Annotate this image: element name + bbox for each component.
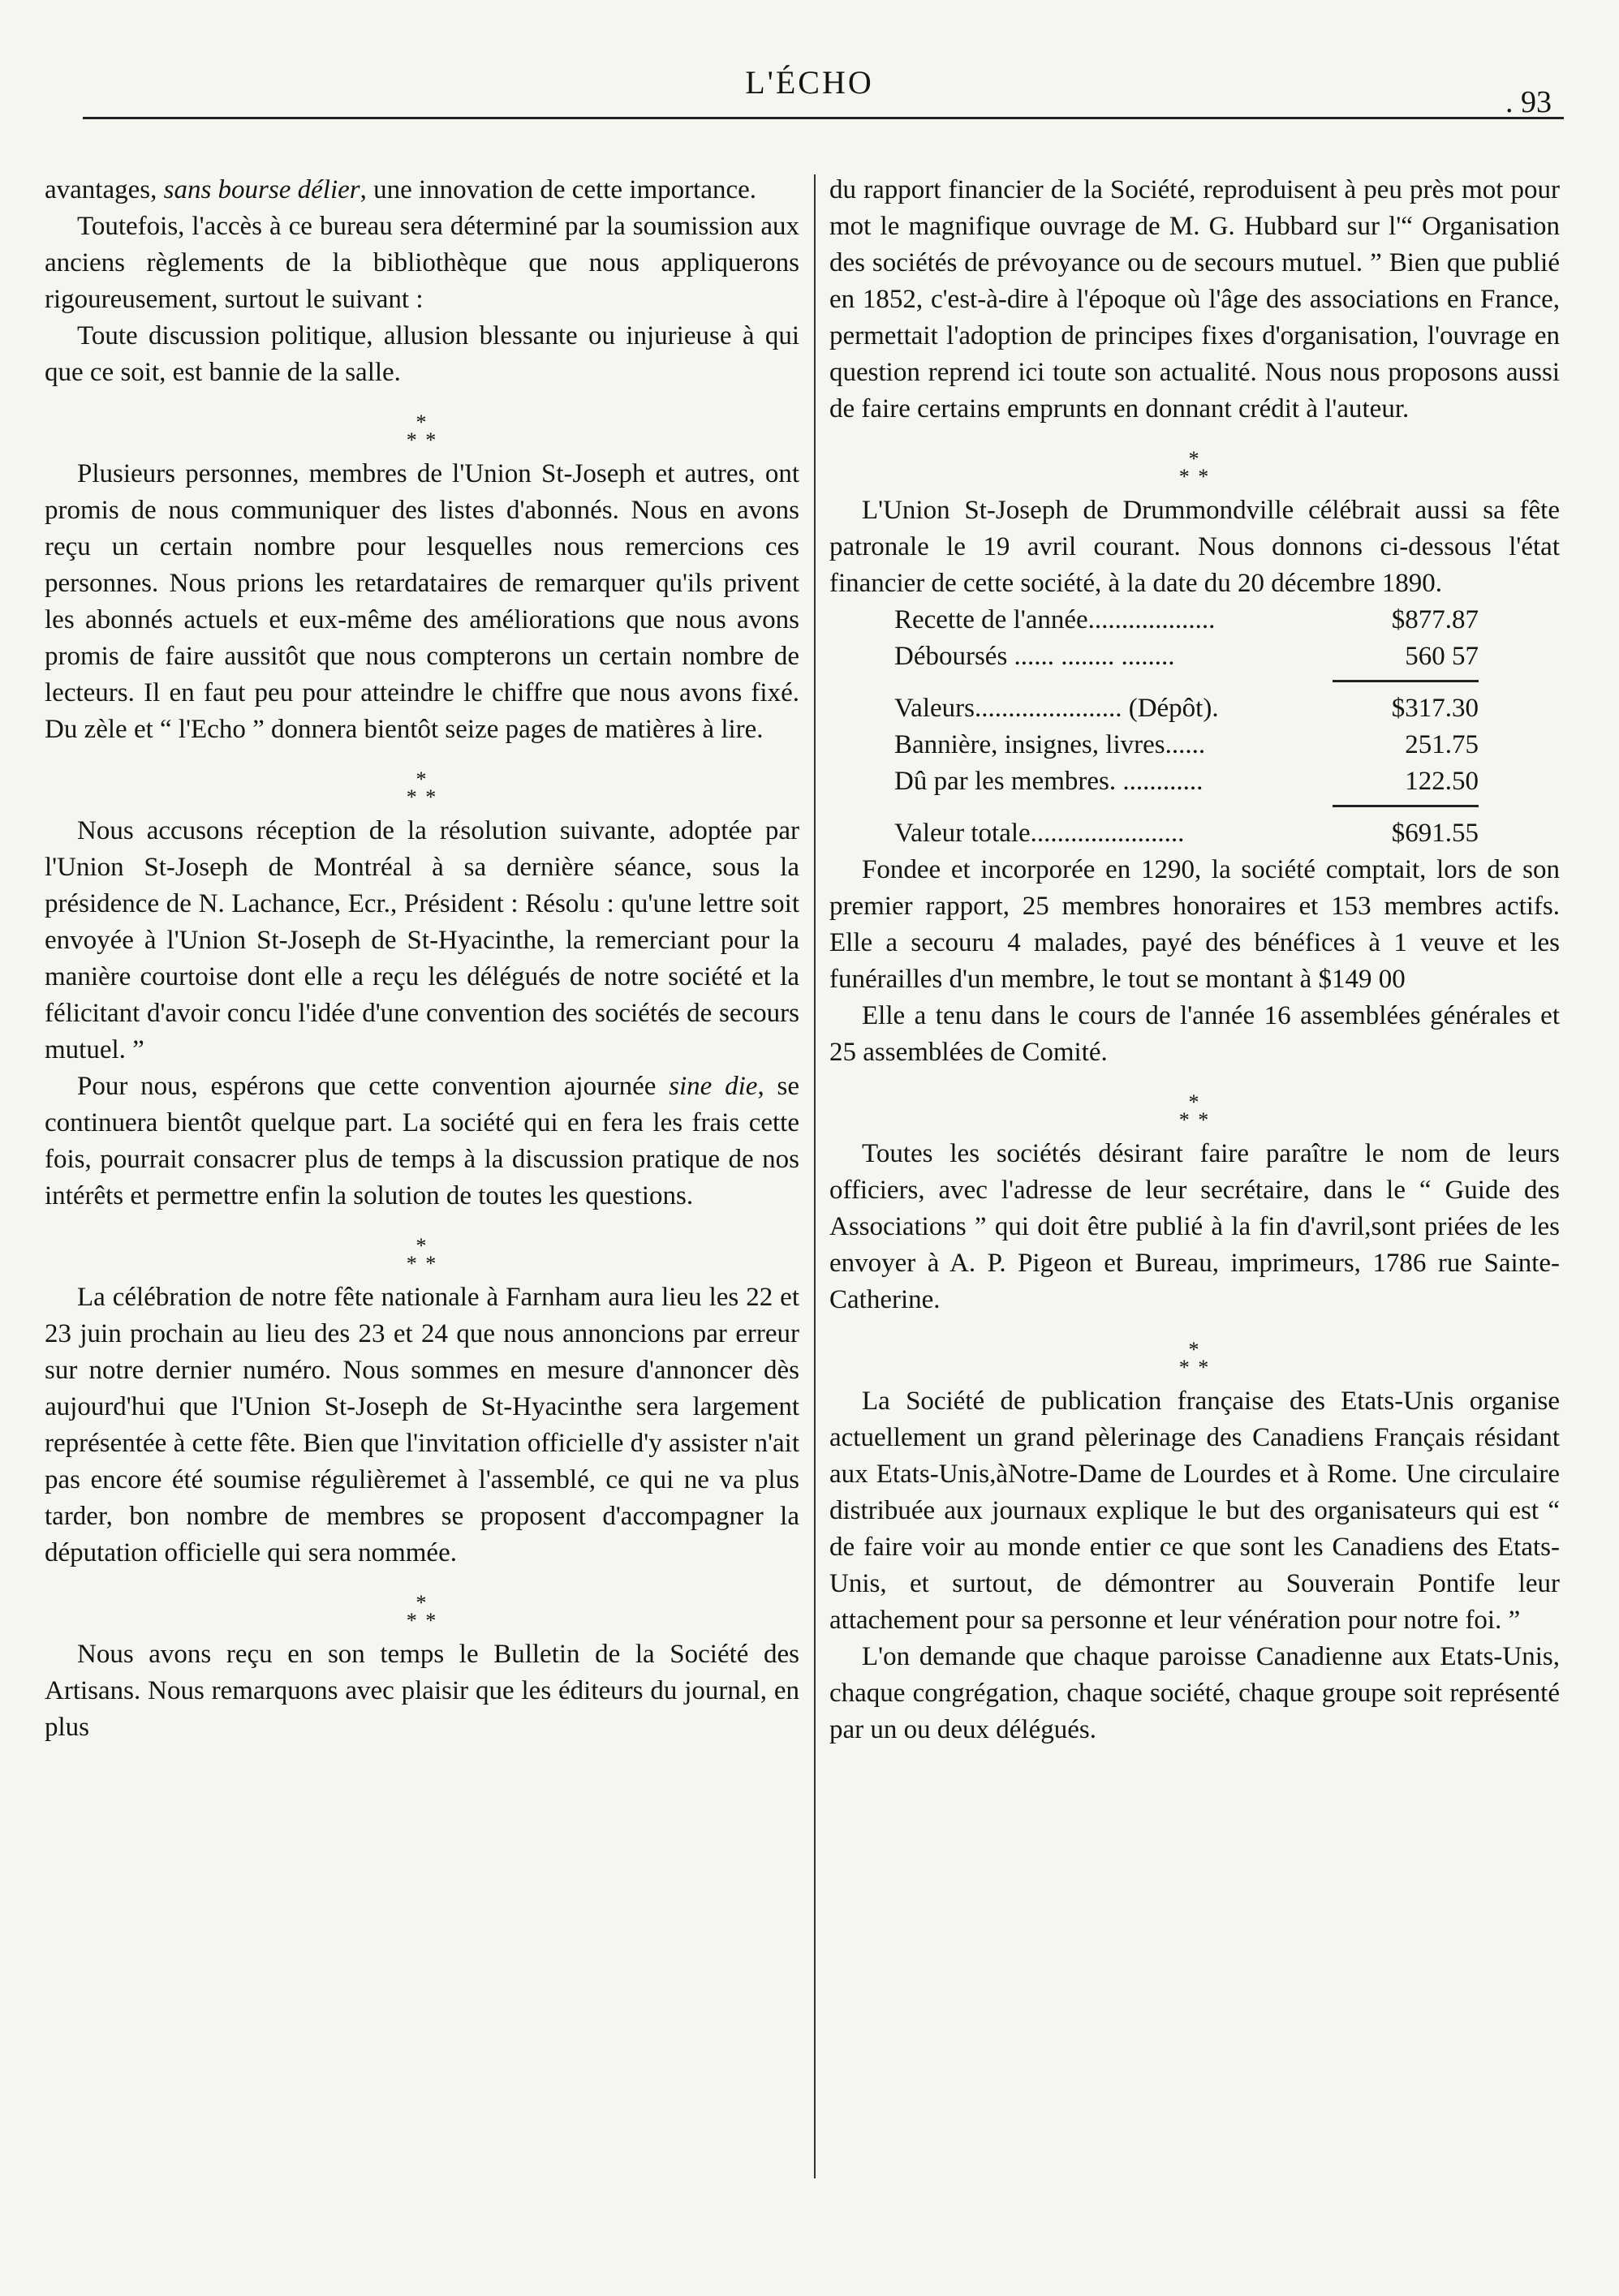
finance-row: Valeurs...................... (Dépôt). $317.30 xyxy=(894,694,1479,723)
paragraph: Nous accusons réception de la résolution suivante, adoptée par l'Union St-Joseph de Montréal à sa dernière séance, sous la présidence de N. Lachance, Ecr., Président : Résolu : qu'une lettre soit envoyée à l'Union St-Joseph de St-Hyacinthe, la remerciant pour la manière courtoise dont elle a reçu les délégués de notre société et la félicitant d'avoir concu l'idée d'une convention des sociétés de secours mutuel. ” xyxy=(45,816,799,1064)
asterism-divider: * * * xyxy=(1178,1338,1211,1379)
finance-row: Bannière, insignes, livres...... 251.75 xyxy=(894,730,1479,759)
asterism-divider: * * * xyxy=(1178,447,1211,488)
header-rule xyxy=(83,117,1564,119)
paragraph: Toute discussion politique, allusion blessante ou injurieuse à qui que ce soit, est bannie de la salle. xyxy=(45,321,799,387)
paragraph: L'Union St-Joseph de Drummondville célébrait aussi sa fête patronale le 19 avril courant. Nous donnons ci-dessous l'état financier de cette société, à la date du 20 décembre 1890. xyxy=(829,496,1560,598)
left-column xyxy=(45,172,799,1746)
paragraph: Fondee et incorporée en 1290, la société comptait, lors de son premier rapport, 25 membres honoraires et 153 membres actifs. Elle a secouru 4 malades, payé des bénéfices à 1 veuve et les funérailles d'un membre, le tout se montant à $149 00 xyxy=(829,855,1560,994)
sum-rule xyxy=(1333,805,1479,807)
financial-statement xyxy=(894,602,1479,852)
paragraph: La Société de publication française des Etats-Unis organise actuellement un grand pèlerinage des Canadiens Français résidant aux Etats-Unis,àNotre-Dame de Lourdes et à Rome. Une circulaire distribuée aux journaux explique le but des organisateurs qui est “ de faire voir au monde entier ce que sont les Canadiens des Etats-Unis, et surtout, de démontrer au Souverain Pontife leur attachement pour sa personne et leur vénération pour notre foi. ” xyxy=(829,1387,1560,1635)
finance-total-row: Valeur totale....................... $691.55 xyxy=(894,819,1479,848)
paragraph: Nous avons reçu en son temps le Bulletin de la Société des Artisans. Nous remarquons avec plaisir que les éditeurs du journal, en plus xyxy=(45,1640,799,1742)
finance-row: Dû par les membres. ............ 122.50 xyxy=(894,767,1479,796)
page-number: . 93 xyxy=(1505,85,1552,119)
paragraph: Toutefois, l'accès à ce bureau sera déterminé par la soumission aux anciens règlements de la bibliothèque que nous appliquerons rigoureusement, surtout le suivant : xyxy=(45,212,799,314)
paragraph: avantages, sans bourse délier, une innovation de cette importance. xyxy=(45,175,757,204)
paragraph: Elle a tenu dans le cours de l'année 16 assemblées générales et 25 assemblées de Comité. xyxy=(829,1001,1560,1067)
paragraph: Toutes les sociétés désirant faire paraître le nom de leurs officiers, avec l'adresse de leur secrétaire, dans le “ Guide des Associations ” qui doit être publié à la fin d'avril,sont priées de les envoyer à A. P. Pigeon et Bureau, imprimeurs, 1786 rue Sainte-Catherine. xyxy=(829,1139,1560,1314)
paragraph: La célébration de notre fête nationale à Farnham aura lieu les 22 et 23 juin prochain au lieu des 23 et 24 que nous annoncions par erreur sur notre dernier numéro. Nous sommes en mesure d'annoncer dès aujourd'hui que l'Union St-Joseph de St-Hyacinthe sera largement représentée à cette fête. Bien que l'invitation officielle d'y assister n'ait pas encore été soumise régulièremet à l'assemblé, ce qui ne va plus tarder, bon nombre de membres se proposent d'accompagner la députation officielle qui sera nommée. xyxy=(45,1283,799,1567)
column-divider xyxy=(814,174,816,2178)
paragraph: Pour nous, espérons que cette convention ajournée sine die, se continuera bientôt quelque part. La société qui en fera les frais cette fois, pourrait consacrer plus de temps à la discussion pratique de nos intérêts et permettre enfin la solution de toutes les questions. xyxy=(45,1072,799,1210)
asterism-divider: * * * xyxy=(406,1591,438,1632)
asterism-divider: * * * xyxy=(406,1234,438,1275)
right-column xyxy=(829,172,1560,1748)
asterism-divider: * * * xyxy=(406,767,438,809)
finance-row: Déboursés ...... ........ ........ 560 57 xyxy=(894,642,1479,671)
asterism-divider: * * * xyxy=(1178,1090,1211,1132)
sum-rule xyxy=(1333,680,1479,682)
asterism-divider: * * * xyxy=(406,411,438,452)
finance-row: Recette de l'année................... $877.87 xyxy=(894,605,1479,634)
paragraph: Plusieurs personnes, membres de l'Union St-Joseph et autres, ont promis de nous communiquer des listes d'abonnés. Nous en avons reçu un certain nombre pour lesquelles nous remercions ces personnes. Nous prions les retardataires de remarquer qu'ils privent les abonnés actuels et eux-même des améliorations que nous avons promis de faire aussitôt que nous compterons un certain nombre de lecteurs. Il en faut peu pour atteindre le chiffre que nous avons fixé. Du zèle et “ l'Echo ” donnera bientôt seize pages de matières à lire. xyxy=(45,459,799,744)
page-title: L'ÉCHO xyxy=(745,64,874,101)
paragraph: L'on demande que chaque paroisse Canadienne aux Etats-Unis, chaque congrégation, chaque société, chaque groupe soit représenté par un ou deux délégués. xyxy=(829,1642,1560,1744)
paragraph: du rapport financier de la Société, reproduisent à peu près mot pour mot le magnifique ouvrage de M. G. Hubbard sur l'“ Organisation des sociétés de prévoyance ou de secours mutuel. ” Bien que publié en 1852, c'est-à-dire à l'époque où l'âge des associations en France, permettait l'adoption de principes fixes d'organisation, l'ouvrage en question reprend ici toute son actualité. Nous nous proposons aussi de faire certains emprunts en donnant crédit à l'auteur. xyxy=(829,175,1560,424)
